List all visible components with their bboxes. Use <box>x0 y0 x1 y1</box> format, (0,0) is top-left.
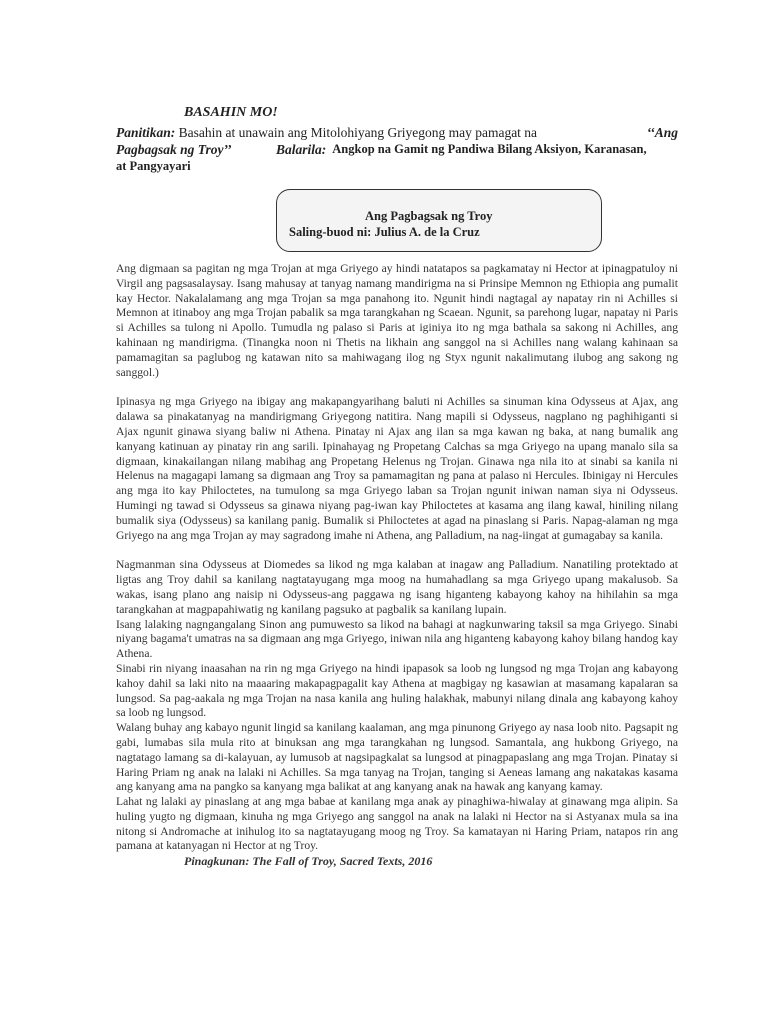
paragraph: Isang lalaking nagngangalang Sinon ang pumuwesto sa likod na bahagi at nagkunwaring taksil sa mga Griyego. Sinabi niyang bagama't umatras na sa digmaan ang mga Griyego, iniwan nila ang higanteng kabayong kahoy bilang handog kay Athena. <box>116 617 678 661</box>
story-title-cont: Pagbagsak ng Troy’’ <box>116 142 232 157</box>
balarila-text: Angkop na Gamit ng Pandiwa Bilang Aksiyon, Karanasan, <box>332 142 647 156</box>
panitikan-label: Panitikan: <box>116 125 176 140</box>
paragraph: Lahat ng lalaki ay pinaslang at ang mga babae at kanilang mga anak ay pinaghiwa-hiwalay at ginawang mga alipin. Sa huling yugto ng digmaan, kinuha ng mga Griyego ang sanggol na anak na lalaki ni Hector na si Astyanax mula sa ina nitong si Andromache at inihulog ito sa nagtatayugang moog ng Troy. Sa kamatayan ni Haring Priam, natapos rin ang pamana at katanyagan ni Hector at ng Troy. <box>116 795 678 853</box>
paragraph: Ipinasya ng mga Griyego na ibigay ang makapangyarihang baluti ni Achilles sa sinuman kina Odysseus at Ajax, ang dalawa sa pinakatanyag na mandirigmang Griyegong natitira. Nang mapili si Odysseus, nagplano ng paghihiganti si Ajax ngunit ginawa siyang baliw ni Athena. Pinatay ni Ajax ang ilan sa mga kawan ng baka, at nang bumalik ang kanyang katinuan ay pinatay rin ang sarili. Ipinahayag ng Propetang Calchas sa mga Griyego na upang manalo sila sa digmaan, kinakailangan nilang mabihag ang Propetang Helenus ng Trojan. Ginawa nga nila ito at sinabi sa kanila ni Helenus na magagapi lamang sa digmaan ang Troy sa pamamagitan ng pana at palaso ni Hercules. Ibinigay ni Hercules ang mga ito kay Philoctetes, na tumulong sa mga Griyego laban sa Trojan ngunit iniwan naman siya ni Odysseus. Humingi ng tawad si Odysseus sa ginawa niyang pag-iwan kay Philoctetes at kasama ang ilang kawal, hiniling nilang bumalik siya (Odysseus) sa kanilang panig. Bumalik si Philoctetes at agad na pinaslang si Paris. Napag-alaman ng mga Griyego na ang mga Trojan ay may sagradong imahe ni Athena, ang Palladium, na nag-iingat at gumagabay sa kanila. <box>116 395 678 542</box>
paragraph: Walang buhay ang kabayo ngunit lingid sa kanilang kaalaman, ang mga pinunong Griyego ay nasa loob nito. Pagsapit ng gabi, lumabas sila mula rito at binuksan ang mga tarangkahan ng lungsod. Samantala, ang hukbong Griyego, na nagtatago lamang sa di-kalayuan, ay lumusob at nagsipagkalat sa lungsod at pinagpapaslang ang mga Trojan. Pinatay si Haring Priam ng anak na lalaki ni Achilles. Sa mga tanyag na Trojan, tanging si Aeneas lamang ang nakatakas kasama ang kanyang ama na pangko sa kanyang mga balikat at ang kanyang anak na hawak ang kanyang kamay. <box>116 721 678 794</box>
story-title-open: ‘‘Ang <box>646 125 678 140</box>
source-citation: Pinagkunan: The Fall of Troy, Sacred Texts, 2016 <box>184 854 433 869</box>
paragraph: Sinabi rin niyang inaasahan na rin ng mga Griyego na hindi ipapasok sa loob ng lungsod ng mga Trojan ang kabayong kahoy dahil sa laki nito na maaaring makapagpagalit kay Athena at magbigay ng kasawian at masamang kapalaran sa lungsod. Sa pag-aakala ng mga Trojan na nasa kanila ang huling halakhak, mabunyi nilang dinala ang kabayong kahoy sa loob ng lungsod. <box>116 661 678 720</box>
section-heading: BASAHIN MO! <box>184 105 278 120</box>
paragraph: Nagmanman sina Odysseus at Diomedes sa likod ng mga kalaban at inagaw ang Palladium. Nanatiling protektado at ligtas ang Troy dahil sa kanilang nagtatayugang mga moog na humahadlang sa mga Griyego upang makalusob. Sa wakas, isang plano ang naisip ni Odysseus-ang paggawa ng isang higanteng kabayong kahoy na hihilahin sa mga tarangkahan at magpapahiwatig ng kanilang pagsuko at pagbalik sa kanilang lupain. <box>116 558 678 616</box>
intro-line-1 <box>116 124 678 141</box>
paragraph: Ang digmaan sa pagitan ng mga Trojan at mga Griyego ay hindi natatapos sa pagkamatay ni Hector at ipinagpatuloy ni Virgil ang pagsasalaysay. Isang mahusay at tanyag namang mandirigma na si Prinsipe Memnon ng Ethiopia ang pumalit kay Hector. Nakalalamang ang mga Trojan sa mga panahong ito. Ngunit hindi nagtagal ay napatay rin ni Achilles si Memnon at itinaboy ang mga Trojan pabalik sa mga tarangkahan ng Scaean. Ngunit, sa parehong lugar, napatay ni Paris si Achilles sa tulong ni Apollo. Tumudla ng palaso si Paris at iginiya ito ng mga bathala sa sakong ni Achilles, ang kahinaan ng mandirigma. (Tinangka noon ni Thetis na likhain ang sanggol na si Achilles nang walang kahinaan sa pamamagitan sa paglubog ng katawan nito sa mahiwagang ilog ng Styx ngunit nakalimutang ilubog ang sakong ng sanggol.) <box>116 262 678 379</box>
intro-block <box>116 124 678 175</box>
intro-line-2 <box>116 141 678 158</box>
story-body <box>116 262 678 869</box>
story-title-box <box>276 189 602 252</box>
balarila-label: Balarila: <box>276 142 327 157</box>
story-byline: Saling-buod ni: Julius A. de la Cruz <box>289 225 480 239</box>
panitikan-text: Basahin at unawain ang Mitolohiyang Griyegong may pamagat na <box>178 125 538 140</box>
story-title: Ang Pagbagsak ng Troy <box>365 209 493 223</box>
balarila-text-2: at Pangyayari <box>116 159 191 173</box>
reading-page <box>116 104 678 869</box>
